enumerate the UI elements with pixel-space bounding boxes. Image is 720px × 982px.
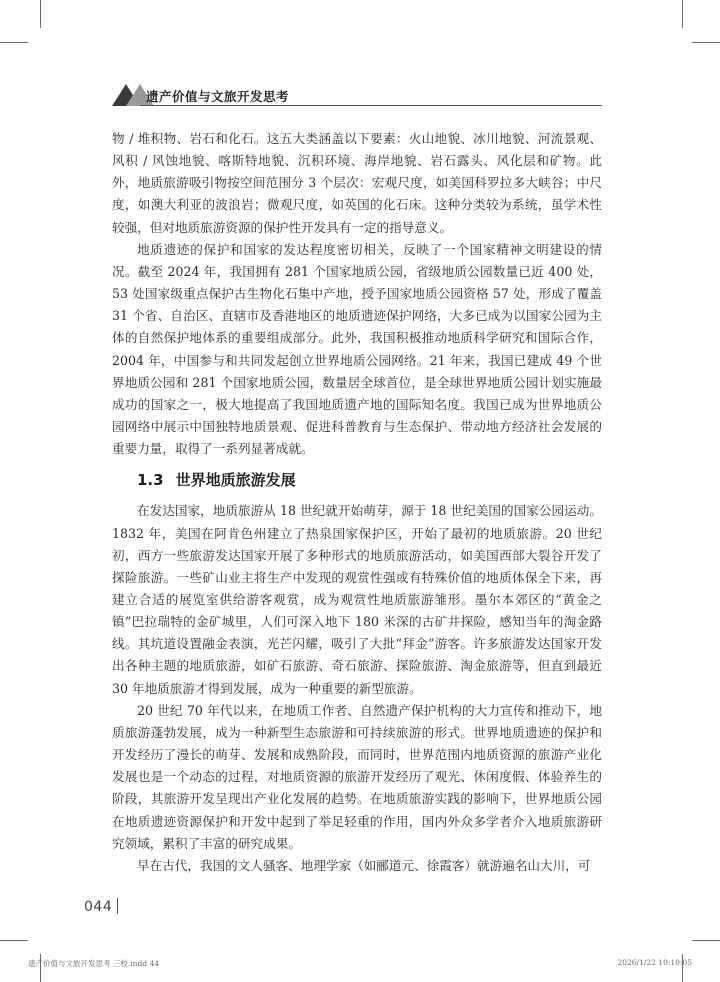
running-header (112, 84, 602, 108)
crop-mark (0, 940, 28, 941)
print-slug-filename: 遗产价值与文旅开发思考 三校.indd 44 (28, 959, 160, 968)
crop-mark (682, 0, 683, 28)
paragraph: 在发达国家，地质旅游从 18 世纪就开始萌芽，源于 18 世纪美国的国家公园运动。1832 年，美国在阿肯色州建立了热泉国家保护区，开始了最初的地质旅游。20 世纪初，西方一些旅游发达国家开展了多种形式的地质旅游活动，如美国西部大裂谷开发了探险旅游。一些矿山业主将生产中发现的观赏性强或有特殊价值的地质体保全下来，再建立合适的展览室供给游客观赏，成为观赏性地质旅游雏形。墨尔本郊区的“黄金之镇”巴拉瑞特的金矿城里，人们可深入地下 180 米深的古矿井探险，感知当年的淘金路线。其坑道设置融金表演，光芒闪耀，吸引了大批“拜金”游客。许多旅游发达国家开发出各种主题的地质旅游，如矿石旅游、奇石旅游、探险旅游、淘金旅游等，但直到最近 30 年地质旅游才得到发展，成为一种重要的新型旅游。 (112, 503, 602, 696)
paragraph: 20 世纪 70 年代以来，在地质工作者、自然遗产保护机构的大力宣传和推动下，地质旅游蓬勃发展，成为一种新型生态旅游和可持续旅游的形式。世界地质遗迹的保护和开发经历了漫长的萌芽、发展和成熟阶段，而同时，世界范围内地质资源的旅游产业化发展也是一个动态的过程，对地质资源的旅游开发经历了观光、休闲度假、体验养生的阶段，其旅游开发呈现出产业化发展的趋势。在地质旅游实践的影响下，世界地质公园在地质遗迹资源保护和开发中起到了举足轻重的作用，国内外众多学者介入地质旅游研究领域，累积了丰富的研究成果。 (112, 702, 602, 851)
running-header-title: 遗产价值与文旅开发思考 (146, 89, 290, 104)
paragraph: 早在古代，我国的文人骚客、地理学家（如郦道元、徐霞客）就游遍名山大川，可 (137, 857, 591, 873)
section-heading (137, 469, 602, 491)
crop-mark (0, 42, 28, 43)
header-rule (140, 105, 602, 106)
crop-mark (40, 0, 41, 28)
section-number: 1.3 (137, 471, 164, 490)
page-number: 044 (84, 899, 113, 915)
page-number-divider (117, 898, 118, 914)
page-body (112, 128, 602, 877)
crop-mark (692, 940, 720, 941)
section-title: 世界地质旅游发展 (175, 471, 296, 490)
paragraph: 地质遗迹的保护和国家的发达程度密切相关，反映了一个国家精神文明建设的情况。截至 2024 年，我国拥有 281 个国家地质公园，省级地质公园数量已近 400 处，53 处国家级重点保护古生物化石集中产地，授予国家地质公园资格 57 处，形成了覆盖 31 个省、自治区、直辖市及香港地区的地质遗迹保护网络，大多已成为以国家公园为主体的自然保护地体系的重要组成部分。此外，我国积极推动地质科学研究和国际合作，2004 年，中国参与和共同发起创立世界地质公园网络。21 年来，我国已建成 49 个世界地质公园和 281 个国家地质公园，数量居全球首位，是全球世界地质公园计划实施最成功的国家之一，极大地提高了我国地质遗产地的国际知名度。我国已成为世界地质公园网络中展示中国独特地质景观、促进科普教育与生态保护、带动地方经济社会发展的重要力量，取得了一系列显著成就。 (112, 241, 602, 457)
print-slug-timestamp: 2026/1/22 10:10:05 (617, 958, 692, 967)
paragraph: 物 / 堆积物、岩石和化石。这五大类涵盖以下要素：火山地貌、冰川地貌、河流景观、风积 / 风蚀地貌、喀斯特地貌、沉积环境、海岸地貌、岩石露头、风化层和矿物。此外，地质旅游吸引物按空间范围分 3 个层次：宏观尺度，如美国科罗拉多大峡谷；中尺度，如澳大利亚的波浪岩；微观尺度，如英国的化石床。这种分类较为系统，虽学术性较强，但对地质旅游资源的保护性开发具有一定的指导意义。 (112, 131, 602, 235)
crop-mark (692, 42, 720, 43)
